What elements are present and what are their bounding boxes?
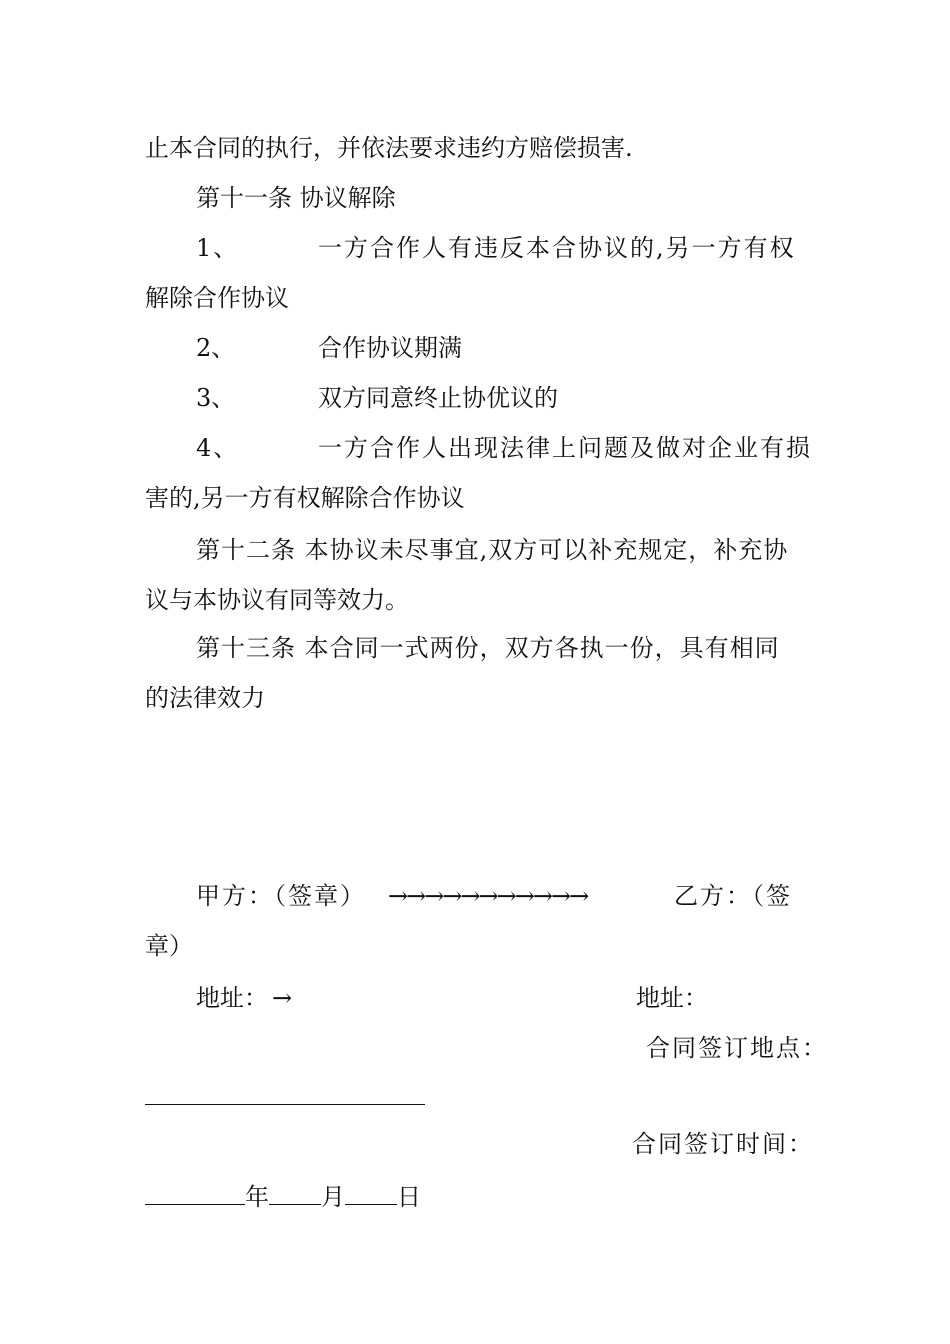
list-item-1 [196, 232, 816, 264]
tab-arrow-icon: → [272, 984, 293, 1012]
signing-time-label: 合同签订时间： [632, 1130, 814, 1158]
paragraph-line: 止本合同的执行，并依法要求违约方赔偿损害. [145, 134, 633, 162]
list-item-text: 合作协议期满 [318, 334, 462, 362]
list-item-number: 3、 [196, 384, 236, 412]
list-item-1-continuation: 解除合作协议 [145, 284, 289, 312]
list-item-4-continuation: 害的,另一方有权解除合作协议 [145, 484, 465, 512]
list-item-2 [196, 332, 816, 364]
tab-arrows: →→→→→→→→→→→ [388, 882, 588, 910]
year-blank [145, 1180, 245, 1205]
month-blank [269, 1180, 321, 1205]
list-item-text: 双方同意终止协优议的 [318, 384, 558, 412]
list-item-3 [196, 382, 816, 414]
signing-place-blank [145, 1104, 425, 1105]
article-12: 第十二条 本协议未尽事宜,双方可以补充规定，补充协 [196, 536, 789, 564]
article-11-heading: 第十一条 协议解除 [196, 184, 396, 212]
article-12-continuation: 议与本协议有同等效力。 [145, 586, 409, 614]
signing-date [145, 1180, 421, 1213]
month-label: 月 [321, 1183, 345, 1211]
list-item-4 [196, 432, 816, 464]
article-13-continuation: 的法律效力 [145, 684, 265, 712]
list-item-number: 1、 [196, 234, 240, 262]
party-a-signature: 甲方：（签章） [196, 882, 366, 910]
article-13: 第十三条 本合同一式两份，双方各执一份，具有相同 [196, 634, 780, 662]
signing-place-label: 合同签订地点： [646, 1034, 828, 1062]
day-blank [345, 1180, 397, 1205]
list-item-text: 一方合作人有违反本合协议的,另一方有权 [318, 234, 796, 262]
list-item-number: 2、 [196, 334, 236, 362]
day-label: 日 [397, 1183, 421, 1211]
list-item-text: 一方合作人出现法律上问题及做对企业有损 [318, 434, 812, 462]
party-b-signature: 乙方：（签 [674, 882, 792, 910]
list-item-number: 4、 [196, 434, 240, 462]
party-b-signature-continuation: 章） [145, 932, 193, 960]
year-label: 年 [245, 1183, 269, 1211]
party-a-address-label: 地址： [196, 984, 268, 1012]
party-b-address-label: 地址： [636, 984, 708, 1012]
